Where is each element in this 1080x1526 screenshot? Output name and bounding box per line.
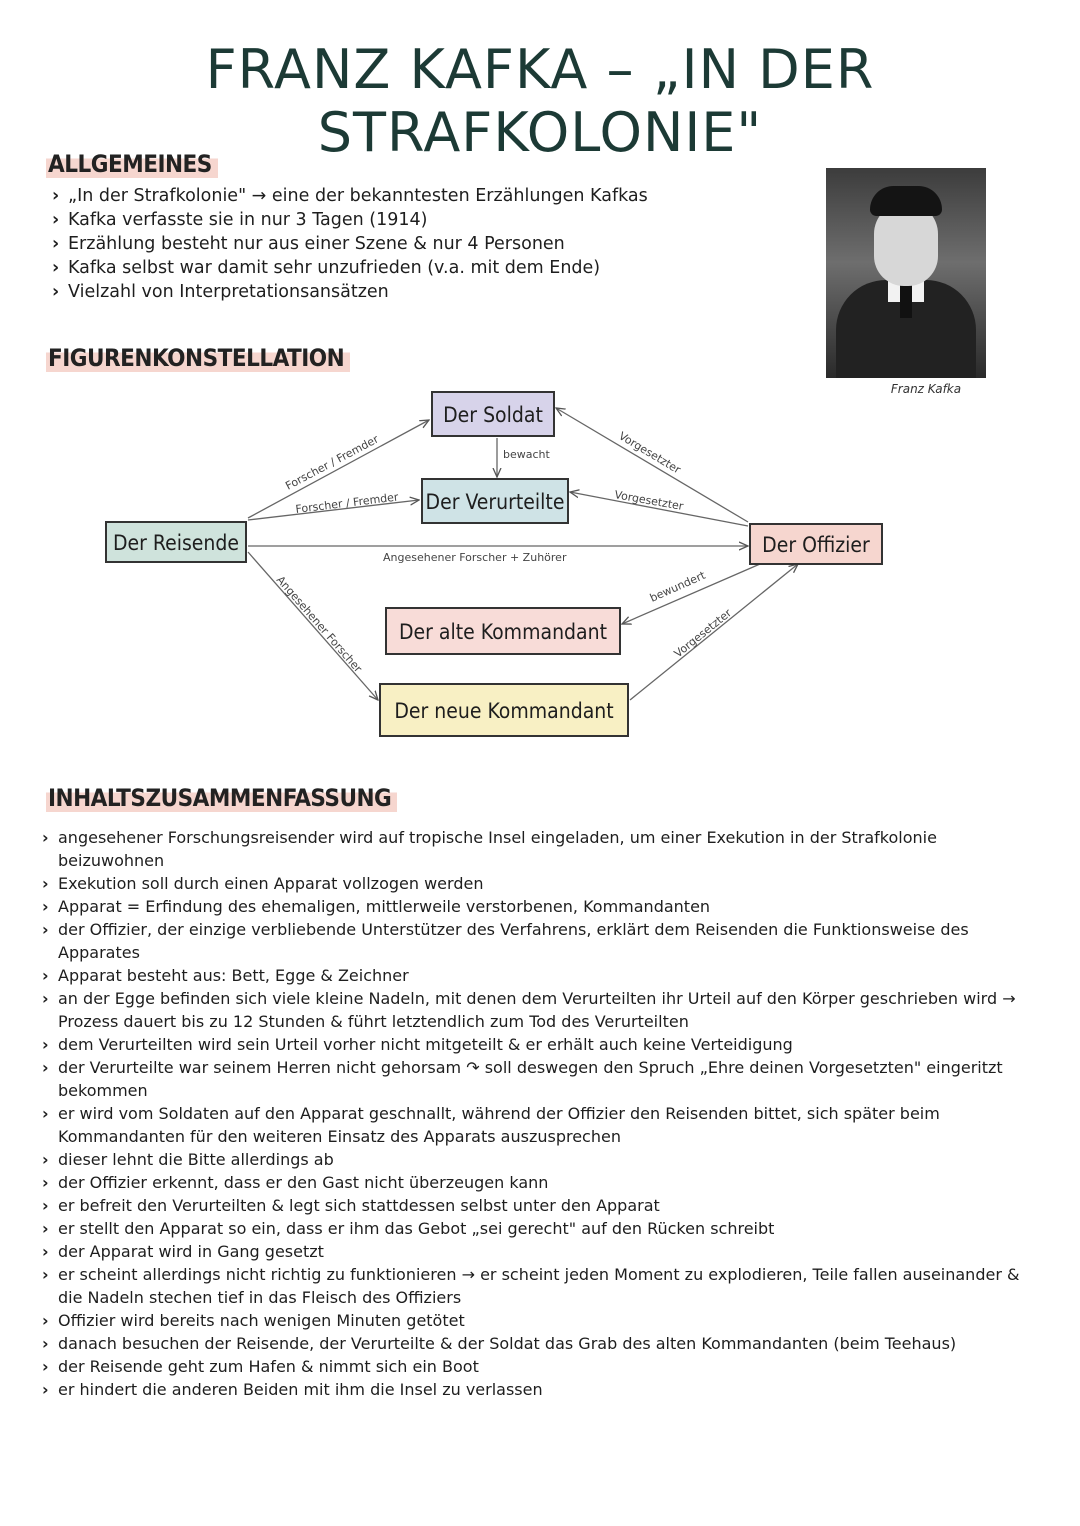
edge-label-reisende-offizier: Angesehener Forscher + Zuhörer xyxy=(383,551,567,564)
list-item: › „In der Strafkolonie" → eine der bekanntesten Erzählungen Kafkas xyxy=(50,184,770,208)
list-item: › der Offizier erkennt, dass er den Gast nicht überzeugen kann xyxy=(40,1171,1040,1194)
allgemeines-list xyxy=(50,184,770,304)
section-heading-figurenkonstellation: FIGURENKONSTELLATION xyxy=(46,342,350,372)
edge-label-soldat-verurteilte: bewacht xyxy=(503,448,550,461)
inhalt-list xyxy=(40,826,1040,1401)
character-constellation-diagram xyxy=(0,380,1080,760)
list-item: › er befreit den Verurteilten & legt sich stattdessen selbst unter den Apparat xyxy=(40,1194,1040,1217)
list-item: › er stellt den Apparat so ein, dass er ihm das Gebot „sei gerecht" auf den Rücken schreibt xyxy=(40,1217,1040,1240)
list-item: › Erzählung besteht nur aus einer Szene & nur 4 Personen xyxy=(50,232,770,256)
node-soldat xyxy=(432,392,554,436)
list-item: › Exekution soll durch einen Apparat vollzogen werden xyxy=(40,872,1040,895)
node-label-verurteilte: Der Verurteilte xyxy=(425,490,565,514)
node-reisende xyxy=(106,522,246,562)
list-item: › angesehener Forschungsreisender wird auf tropische Insel eingeladen, um einer Exekution in der Strafkolonie beizuwohnen xyxy=(40,826,1040,872)
edge-label-reisende-soldat: Forscher / Fremder xyxy=(283,432,381,493)
list-item: › der Apparat wird in Gang gesetzt xyxy=(40,1240,1040,1263)
node-verurteilte xyxy=(422,479,568,523)
photo-caption: Franz Kafka xyxy=(890,382,962,396)
edge-label-neuer-offizier: Vorgesetzter xyxy=(671,606,735,661)
list-item: › er wird vom Soldaten auf den Apparat geschnallt, während der Offizier den Reisenden bittet, sich später beim Kommandanten für den weiteren Einsatz des Apparats auszusprechen xyxy=(40,1102,1040,1148)
list-item: › er scheint allerdings nicht richtig zu funktionieren → er scheint jeden Moment zu explodieren, Teile fallen auseinander & die Nadeln stechen tief in das Fleisch des Offiziers xyxy=(40,1263,1040,1309)
edge-label-offizier-verurteilte: Vorgesetzter xyxy=(613,488,685,514)
node-label-offizier: Der Offizier xyxy=(762,533,870,557)
list-item: › danach besuchen der Reisende, der Verurteilte & der Soldat das Grab des alten Kommandanten (beim Teehaus) xyxy=(40,1332,1040,1355)
list-item: › Kafka verfasste sie in nur 3 Tagen (1914) xyxy=(50,208,770,232)
list-item: › an der Egge befinden sich viele kleine Nadeln, mit denen dem Verurteilten ihr Urteil auf den Körper geschrieben wird → Prozess dauert bis zu 12 Stunden & führt letztendlich zum Tod des Verurteilten xyxy=(40,987,1040,1033)
node-neuer-kommandant xyxy=(380,684,628,736)
list-item: › er hindert die anderen Beiden mit ihm die Insel zu verlassen xyxy=(40,1378,1040,1401)
edge-label-reisende-neuer: Angesehener Forscher xyxy=(273,573,365,676)
node-label-soldat: Der Soldat xyxy=(443,403,543,427)
edge-label-offizier-alter: bewundert xyxy=(647,568,708,605)
list-item: › der Verurteilte war seinem Herren nicht gehorsam ↷ soll deswegen den Spruch „Ehre deinen Vorgesetzten" eingeritzt bekommen xyxy=(40,1056,1040,1102)
edge-label-reisende-verurteilte: Forscher / Fremder xyxy=(294,490,400,516)
node-label-alter-kommandant: Der alte Kommandant xyxy=(398,620,608,644)
edge-label-offizier-soldat: Vorgesetzter xyxy=(616,429,683,477)
list-item: › Kafka selbst war damit sehr unzufrieden (v.a. mit dem Ende) xyxy=(50,256,770,280)
node-alter-kommandant xyxy=(386,608,620,654)
node-offizier xyxy=(750,524,882,564)
list-item: › dem Verurteilten wird sein Urteil vorher nicht mitgeteilt & er erhält auch keine Verteidigung xyxy=(40,1033,1040,1056)
node-label-neuer-kommandant: Der neue Kommandant xyxy=(394,699,614,723)
list-item: › Apparat besteht aus: Bett, Egge & Zeichner xyxy=(40,964,1040,987)
list-item: › Vielzahl von Interpretationsansätzen xyxy=(50,280,770,304)
section-heading-inhalt: INHALTSZUSAMMENFASSUNG xyxy=(46,782,397,812)
page-title: FRANZ KAFKA – „IN DER STRAFKOLONIE" xyxy=(205,38,875,164)
section-heading-allgemeines: ALLGEMEINES xyxy=(46,148,218,178)
list-item: › dieser lehnt die Bitte allerdings ab xyxy=(40,1148,1040,1171)
list-item: › der Offizier, der einzige verbliebende Unterstützer des Verfahrens, erklärt dem Reisenden die Funktionsweise des Apparates xyxy=(40,918,1040,964)
node-label-reisende: Der Reisende xyxy=(112,531,240,555)
list-item: › Apparat = Erfindung des ehemaligen, mittlerweile verstorbenen, Kommandanten xyxy=(40,895,1040,918)
list-item: › der Reisende geht zum Hafen & nimmt sich ein Boot xyxy=(40,1355,1040,1378)
kafka-portrait-photo xyxy=(826,168,986,378)
list-item: › Offizier wird bereits nach wenigen Minuten getötet xyxy=(40,1309,1040,1332)
